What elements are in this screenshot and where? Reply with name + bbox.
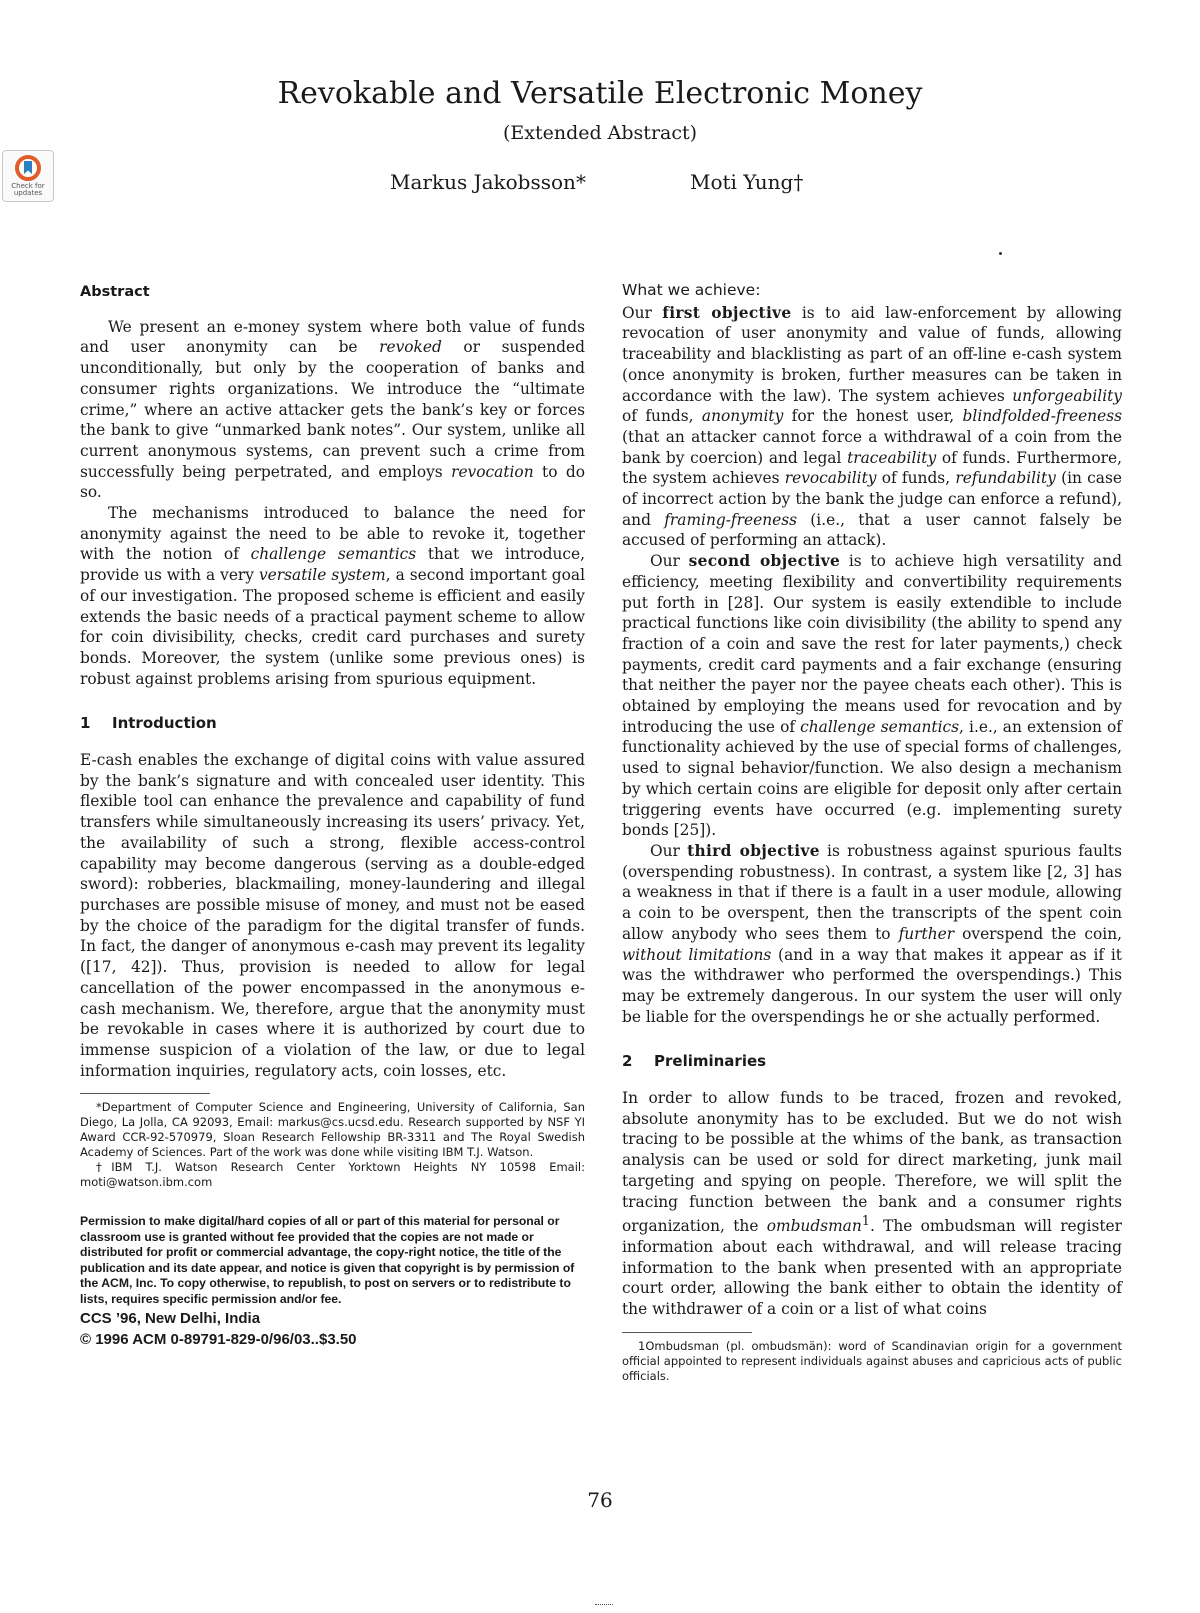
emphasis-text: framing-freeness xyxy=(664,510,798,529)
emphasis-text: unforgeability xyxy=(1012,386,1122,405)
body-text: , i.e., an extension of functionality achieved by the use of special forms of challenges, used to signal behavior/function. We also design a mechanism by which certain coins are eligible for deposit only after certain triggering events have occurred (e.g. implementing surety bonds [25]). xyxy=(622,717,1122,840)
body-text: In order to allow funds to be traced, frozen and revoked, absolute anonymity has to be excluded. But we do not wish tracing to be possible at the whims of the bank, as transaction analysis can be used or sold for direct marketing, junk mail targeting and spying on people. Therefore, we will split the tracing function between the bank and a consumer rights organization, the xyxy=(622,1089,1122,1236)
body-text: The mechanisms introduced to balance the need for anonymity against the need to be able to revoke it, together with the notion of xyxy=(80,504,585,564)
author-footnote: *Department of Computer Science and Engineering, University of California, San Diego, La Jolla, CA 92093, Email: markus@cs.ucsd.edu. Research supported by NSF YI Award CCR-92-570979, Sloan Research Fellowship BR-3311 and The Royal Swedish Academy of Sciences. Part of the work was done while visiting IBM T.J. Watson. xyxy=(80,1100,585,1160)
emphasis-text: refundability xyxy=(955,469,1056,488)
section-heading-introduction xyxy=(80,713,585,734)
body-text: that we introduce, provide us with a very xyxy=(80,545,585,585)
body-text: to do so. xyxy=(80,462,585,502)
body-text: , a second important goal of our investigation. The proposed scheme is efficient and easily extends the basic needs of a practical payment scheme to allow for coin divisibility, checks, credit card purchases and surety bonds. Moreover, the system (unlike some previous ones) is robust against problems arising from spurious equipment. xyxy=(80,566,585,688)
emphasis-text: anonymity xyxy=(701,407,784,426)
abstract-paragraph xyxy=(80,317,585,503)
permission-notice: Permission to make digital/hard copies of all or part of this material for personal or classroom use is granted without fee provided that the copies are not made or distributed for profit or commercial advantage, the copy-right notice, the title of the publication and its date appear, and notice is given that copyright is by permission of the ACM, Inc. To copy otherwise, to republish, to post on servers or to redistribute to lists, requires specific permission and/or fee. xyxy=(80,1214,575,1306)
body-text: is to achieve high versatility and efficiency, meeting flexibility and convertibility requirements put forth in [28]. Our system is easily extendible to include practical functions like coin divisibility (the ability to spend any fraction of a coin and save the rest for later payments,) check payments, credit card payments and a fair exchange (ensuring that neither the payer nor the payee cheats each other). This is obtained by employing the means used for revocation and by introducing the use of xyxy=(622,552,1122,736)
emphasis-text: blindfolded-freeness xyxy=(962,407,1122,426)
section-number: 1 xyxy=(80,714,91,733)
conference-info: CCS ’96, New Delhi, India xyxy=(80,1310,261,1328)
objective-label: second objective xyxy=(688,552,841,571)
badge-label: Check for updates xyxy=(11,182,45,197)
body-text: . The ombudsman will register information about each withdrawal, and will release tracing information to the bank when presented with an appropriate court order, allowing the bank either to obtain the identity of the withdrawer of a coin or a list of what coins xyxy=(622,1217,1122,1319)
body-text: (in case of incorrect action by the bank the judge can enforce a refund), and xyxy=(622,469,1122,529)
emphasis-text: revocability xyxy=(784,469,877,488)
body-text: of funds, xyxy=(622,407,702,426)
objective-label: first objective xyxy=(662,303,792,322)
body-text: of funds. Furthermore, the system achieves xyxy=(622,448,1122,488)
section-title: Introduction xyxy=(112,714,217,733)
author-yung: Moti Yung† xyxy=(690,170,804,194)
footnote-rule xyxy=(622,1332,752,1333)
page-number: 76 xyxy=(587,1488,613,1512)
body-text: is to aid law-enforcement by allowing revocation of user anonymity and value of funds, allowing traceability and blacklisting as part of an off-line e-cash system (once anonymity is broken, further measures can be taken in accordance with the law). The system achieves xyxy=(622,303,1122,405)
scan-artifact-dot xyxy=(999,252,1002,255)
emphasis-text: without limitations xyxy=(622,945,772,964)
body-text: (and in a way that makes it appear as if it was the withdrawer who performed the overspendings.) This may be extremely dangerous. In our system the user will only be liable for the overspendings he or she actually performed. xyxy=(622,945,1122,1026)
objective-paragraph xyxy=(622,841,1122,1027)
body-text: Our xyxy=(650,841,688,860)
preliminaries-paragraph xyxy=(622,1088,1122,1320)
objective-paragraph xyxy=(622,303,1122,551)
footnote-marker: 1 xyxy=(861,1214,870,1230)
emphasis-text: traceability xyxy=(847,448,937,467)
left-column xyxy=(80,280,585,1349)
objective-paragraph xyxy=(622,551,1122,841)
body-text: E-cash enables the exchange of digital coins with value assured by the bank’s signature and with concealed user identity. This flexible tool can enhance the prevalence and capability of fund transfers while simultaneously increasing its users’ privacy. Yet, the availability of such a strong, flexible access-control capability may become dangerous (serving as a double-edged sword): robberies, blackmailing, money-laundering and illegal purchases are possible misuse of money, and must not be eased by the choice of the paradigm for the digital transfer of funds. In fact, the danger of anonymous e-cash may prevent its legality ([17, 42]). Thus, provision is needed to allow for legal cancellation of the power encompassed in the anonymous e-cash mechanism. We, therefore, argue that the anonymity must be revokable in cases where it is authorized by court due to immense suspicion of a violation of the law, or due to legal information inquiries, regulatory acts, coin losses, etc. xyxy=(80,751,585,1080)
ombudsman-footnote: 1Ombudsman (pl. ombudsmän): word of Scandinavian origin for a government official appointed to represent individuals against abuses and capricious acts of public officials. xyxy=(622,1338,1122,1383)
emphasis-text: revoked xyxy=(379,338,442,357)
scan-artifact-mark xyxy=(595,1604,613,1606)
emphasis-text: versatile system xyxy=(258,566,386,585)
copyright-info: © 1996 ACM 0-89791-829-0/96/03..$3.50 xyxy=(80,1331,357,1349)
section-number: 2 xyxy=(622,1052,633,1071)
section-heading-preliminaries xyxy=(622,1051,1122,1072)
body-text: Our xyxy=(650,552,689,571)
body-text: for the honest user, xyxy=(783,407,963,426)
emphasis-text: further xyxy=(898,924,955,943)
right-column xyxy=(622,280,1122,1384)
body-text: or suspended unconditionally, but only by the cooperation of banks and consumer rights organizations. We introduce the “ultimate crime,” where an active attacker gets the bank’s key or forces the bank to give “unmarked bank notes”. Our system, unlike all current anonymous systems, can prevent such a crime from successfully being perpetrated, and employs xyxy=(80,338,585,481)
body-text: overspend the coin, xyxy=(954,924,1122,943)
emphasis-text: challenge semantics xyxy=(250,545,417,564)
section-title: Preliminaries xyxy=(654,1052,767,1071)
introduction-paragraph xyxy=(80,750,585,1081)
emphasis-text: challenge semantics xyxy=(800,717,960,736)
objective-label: third objective xyxy=(687,841,820,860)
footnote-rule xyxy=(80,1093,210,1094)
body-text: Our xyxy=(622,303,663,322)
body-text: of funds, xyxy=(876,469,956,488)
author-footnote: †IBM T.J. Watson Research Center Yorktown Heights NY 10598 Email: moti@watson.ibm.com xyxy=(80,1160,585,1190)
bookmark-check-icon xyxy=(15,155,41,181)
check-for-updates-badge[interactable] xyxy=(2,150,54,202)
emphasis-text: ombudsman xyxy=(766,1217,862,1236)
body-text: (that an attacker cannot force a withdrawal of a coin from the bank by coercion) and legal xyxy=(622,427,1122,467)
emphasis-text: revocation xyxy=(451,462,534,481)
body-text: (i.e., that a user cannot falsely be accused of performing an attack). xyxy=(622,510,1122,550)
what-we-achieve-heading: What we achieve: xyxy=(622,281,761,299)
paper-subtitle: (Extended Abstract) xyxy=(502,122,698,144)
abstract-heading: Abstract xyxy=(80,284,150,300)
paper-title: Revokable and Versatile Electronic Money xyxy=(277,76,923,111)
author-jakobsson: Markus Jakobsson* xyxy=(390,170,586,194)
abstract-paragraph xyxy=(80,503,585,689)
body-text: is robustness against spurious faults (overspending robustness). In contrast, a system like [2, 3] has a weakness in that if there is a fault in a user module, allowing a coin to be overspent, then the transcripts of the spent coin allow anybody who sees them to xyxy=(622,841,1123,943)
body-text: We present an e-money system where both value of funds and user anonymity can be xyxy=(80,317,585,357)
